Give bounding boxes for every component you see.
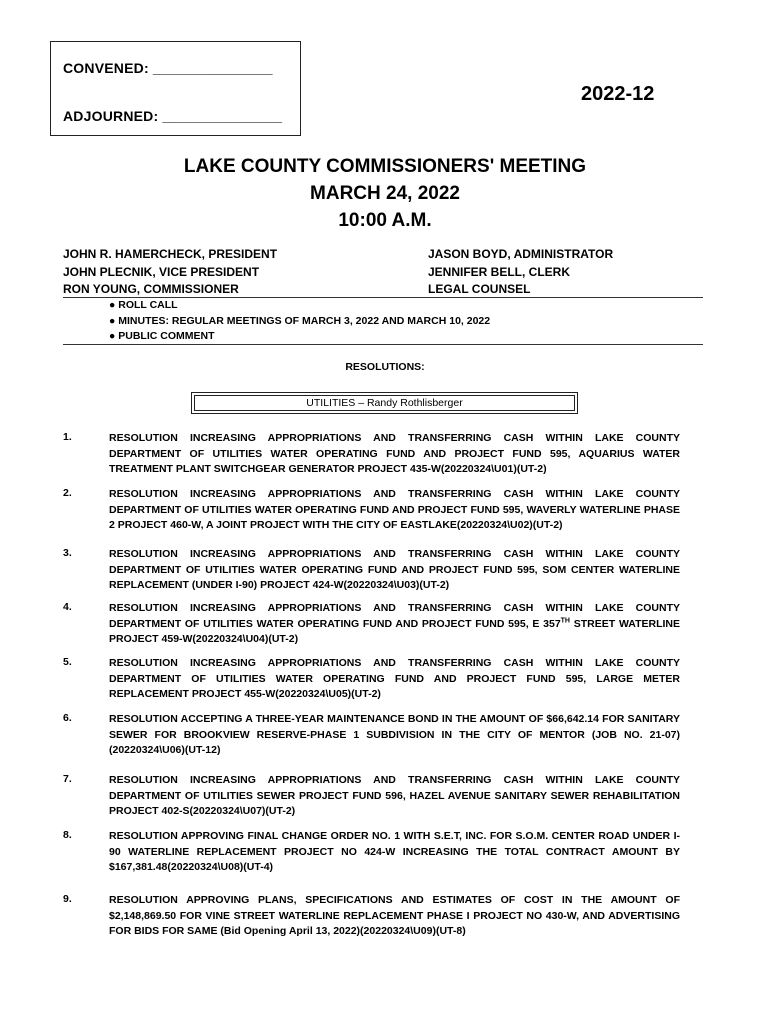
resolutions-heading: RESOLUTIONS: [345,361,425,373]
commissioner-president: JOHN R. HAMERCHECK, PRESIDENT [63,247,278,261]
commissioners-list [63,246,277,299]
staff-legal-counsel: LEGAL COUNSEL [428,282,531,296]
agenda-list [109,298,490,345]
section-box [191,392,578,414]
resolution-number: 9. [63,893,72,905]
resolution-text: RESOLUTION INCREASING APPROPRIATIONS AND TRANSFERRING CASH WITHIN LAKE COUNTY DEPARTMENT OF UTILITIES SEWER PROJECT FUND 596, HAZEL AVENUE SANITARY SEWER REHABILITATION PROJECT 402-S(20220324\U07)(UT-2) [109,774,680,817]
commissioner-member: RON YOUNG, COMMISSIONER [63,282,239,296]
resolution-number: 1. [63,431,72,443]
agenda-roll-call: ● ROLL CALL [109,299,178,311]
commissioner-vice-president: JOHN PLECNIK, VICE PRESIDENT [63,264,260,279]
staff-list [428,246,613,299]
agenda-public-comment: ● PUBLIC COMMENT [109,330,215,342]
convened-blank: _______________ [152,60,273,76]
resolution-text: RESOLUTION INCREASING APPROPRIATIONS AND TRANSFERRING CASH WITHIN LAKE COUNTY DEPARTMENT OF UTILITIES WATER OPERATING FUND AND PROJECT FUND 595, LARGE METER REPLACEMENT PROJECT 455-W(20220324\U05)(UT-2) [109,657,680,700]
resolution-number: 6. [63,712,72,724]
title-line-1: LAKE COUNTY COMMISSIONERS' MEETING [183,156,587,177]
staff-administrator: JASON BOYD, ADMINISTRATOR [428,247,614,261]
resolution-text: RESOLUTION ACCEPTING A THREE-YEAR MAINTENANCE BOND IN THE AMOUNT OF $66,642.14 FOR SANITARY SEWER FOR BROOKVIEW RESERVE-PHASE 1 SUBDIVISION IN THE CITY OF MENTOR (JOB NO. 21-07) (20220324\U06)(UT-12) [109,713,680,756]
resolution-number: 8. [63,829,72,841]
convened-adjourned-box [50,41,301,136]
meeting-title [0,153,770,234]
adjourned-line [63,108,282,124]
resolution-number: 2. [63,487,72,499]
resolution-text [109,601,680,648]
adjourned-blank: _______________ [162,108,283,124]
resolution-text-superscript: TH [560,617,570,624]
adjourned-label: ADJOURNED: [63,108,159,124]
resolution-number: 3. [63,547,72,559]
resolution-text: RESOLUTION APPROVING FINAL CHANGE ORDER NO. 1 WITH S.E.T, INC. FOR S.O.M. CENTER ROAD UNDER I-90 WATERLINE REPLACEMENT PROJECT NO 424-W INCREASING THE TOTAL CONTRACT AMOUNT BY $167,381.48(20220324\U08)(UT-4) [109,830,680,873]
title-date: MARCH 24, 2022 [310,183,460,204]
resolution-text: RESOLUTION INCREASING APPROPRIATIONS AND TRANSFERRING CASH WITHIN LAKE COUNTY DEPARTMENT OF UTILITIES WATER OPERATING FUND AND PROJECT FUND 595, AQUARIUS WATER TREATMENT PLANT SWITCHGEAR GENERATOR PROJECT 435-W(20220324\U01)(UT-2) [109,432,680,475]
resolution-number: 5. [63,656,72,668]
divider-bottom [63,344,703,345]
title-time: 10:00 A.M. [338,210,432,231]
agenda-minutes: ● MINUTES: REGULAR MEETINGS OF MARCH 3, 2022 AND MARCH 10, 2022 [109,314,491,327]
convened-label: CONVENED: [63,60,149,76]
resolution-text: RESOLUTION APPROVING PLANS, SPECIFICATIONS AND ESTIMATES OF COST IN THE AMOUNT OF $2,148,869.50 FOR VINE STREET WATERLINE REPLACEMENT PHASE I PROJECT NO 430-W, AND ADVERTISING FOR BIDS FOR SAME (Bid Opening April 13, 2022)(20220324\U09)(UT-8) [109,894,680,937]
resolution-number: 7. [63,773,72,785]
meeting-number: 2022-12 [581,83,655,105]
resolution-number: 4. [63,601,72,613]
section-utilities-label: UTILITIES – Randy Rothlisberger [194,395,575,411]
convened-line [63,60,273,76]
resolution-text: RESOLUTION INCREASING APPROPRIATIONS AND TRANSFERRING CASH WITHIN LAKE COUNTY DEPARTMENT OF UTILITIES WATER OPERATING FUND AND PROJECT FUND 595, WAVERLY WATERLINE PHASE 2 PROJECT 460-W, A JOINT PROJECT WITH THE CITY OF EASTLAKE(20220324\U02)(UT-2) [109,488,680,531]
resolution-text: RESOLUTION INCREASING APPROPRIATIONS AND TRANSFERRING CASH WITHIN LAKE COUNTY DEPARTMENT OF UTILITIES WATER OPERATING FUND AND PROJECT FUND 595, SOM CENTER WATERLINE REPLACEMENT (UNDER I-90) PROJECT 424-W(20220324\U03)(UT-2) [109,548,680,591]
resolution-text-part: STREET WATERLINE PROJECT 459-W(20220324\U04)(UT-2) [109,617,680,645]
resolution-text-part: RESOLUTION INCREASING APPROPRIATIONS AND TRANSFERRING CASH WITHIN LAKE COUNTY DEPARTMENT OF UTILITIES WATER OPERATING FUND AND PROJECT FUND 595, E 357 [109,602,680,630]
staff-clerk: JENNIFER BELL, CLERK [428,264,571,279]
